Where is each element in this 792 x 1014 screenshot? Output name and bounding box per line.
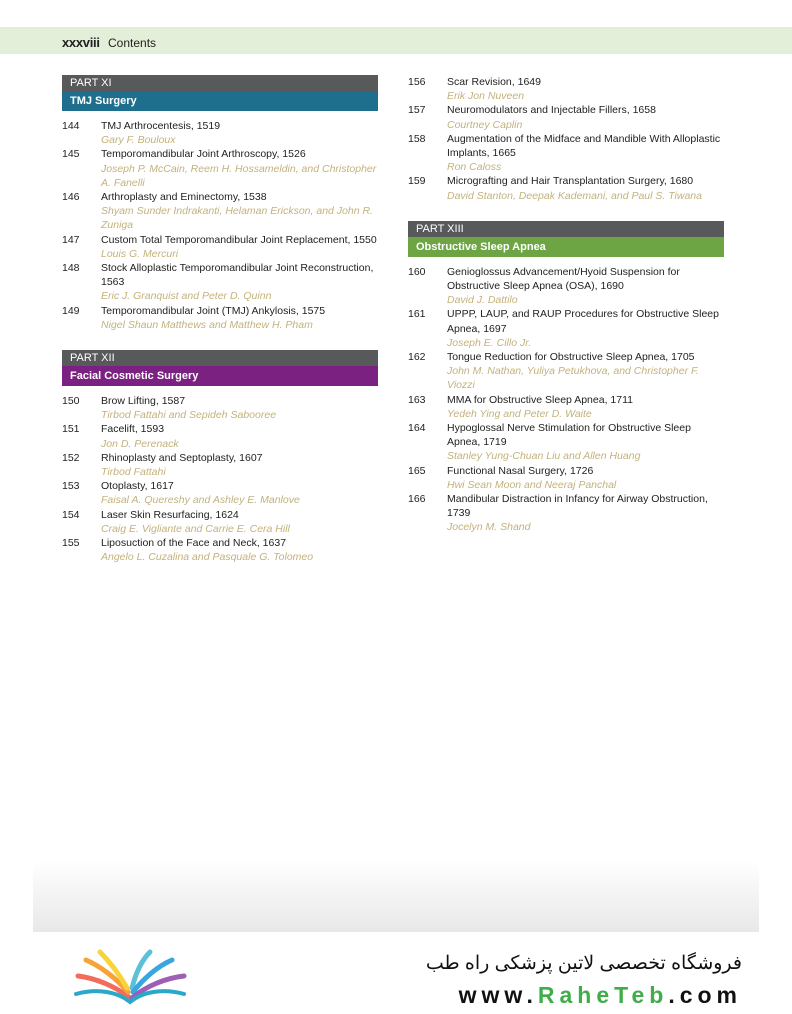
chapter-title: Scar Revision, 1649 (447, 76, 541, 88)
chapter-title: Otoplasty, 1617 (101, 480, 174, 493)
chapter-title: Micrografting and Hair Transplantation Surgery, 1680 (447, 175, 694, 188)
part-title: Obstructive Sleep Apnea (408, 237, 724, 257)
page-number: xxxviii (62, 35, 100, 50)
toc-entry (408, 464, 724, 492)
chapter-number: 157 (408, 104, 426, 117)
chapter-number: 165 (408, 464, 426, 477)
chapter-number: 163 (408, 393, 426, 406)
chapter-number: 151 (62, 423, 80, 436)
chapter-authors: Courtney Caplin (447, 118, 523, 131)
chapter-title: Augmentation of the Midface and Mandible With Alloplastic Implants, 1665 (447, 132, 721, 160)
chapter-title: Arthroplasty and Eminectomy, 1538 (101, 191, 267, 204)
chapter-authors: Jon D. Perenack (101, 437, 179, 450)
url-brand: RaheTeb (537, 982, 669, 1008)
chapter-authors: Joseph P. McCain, Reem H. Hossameldin, and Christopher A. Fanelli (101, 162, 377, 189)
url-suffix: .com (668, 982, 742, 1008)
chapter-number: 164 (408, 422, 426, 435)
chapter-title: Facelift, 1593 (101, 423, 165, 436)
chapter-list (62, 119, 378, 332)
chapter-title: Laser Skin Resurfacing, 1624 (101, 508, 239, 521)
toc-entry (408, 350, 724, 393)
chapter-title: Neuromodulators and Injectable Fillers, 1658 (447, 104, 656, 117)
chapter-authors: David Stanton, Deepak Kademani, and Paul S. Tiwana (447, 189, 702, 202)
part-label: PART XIII (408, 221, 724, 237)
chapter-number: 156 (408, 76, 426, 88)
toc-entry (62, 394, 378, 422)
chapter-authors: Tirbod Fattahi and Sepideh Sabooree (101, 409, 277, 422)
chapter-title: Functional Nasal Surgery, 1726 (447, 464, 594, 477)
chapter-number: 159 (408, 175, 426, 188)
chapter-title: Temporomandibular Joint Arthroscopy, 1526 (101, 148, 306, 161)
chapter-title: Tongue Reduction for Obstructive Sleep Apnea, 1705 (447, 351, 695, 364)
toc-entry (408, 307, 724, 350)
chapter-title: MMA for Obstructive Sleep Apnea, 1711 (447, 393, 633, 406)
toc-entry (408, 174, 724, 202)
toc-entry (62, 479, 378, 507)
chapter-authors: Shyam Sunder Indrakanti, Helaman Erickson, and John R. Zuniga (101, 205, 373, 232)
part-xiii-header (408, 221, 724, 257)
running-head: Contents (108, 36, 157, 50)
toc-entry (62, 451, 378, 479)
toc-entry (62, 233, 378, 261)
toc-entry (62, 536, 378, 564)
chapter-list (62, 394, 378, 564)
url-prefix: www. (458, 982, 538, 1008)
toc-entry (62, 190, 378, 233)
chapter-title: Brow Lifting, 1587 (101, 395, 186, 408)
part-label: PART XII (62, 350, 378, 366)
toc-entry (62, 508, 378, 536)
toc-entry (408, 132, 724, 175)
part-xi-header (62, 75, 378, 111)
toc-entry (62, 422, 378, 450)
chapter-number: 145 (62, 148, 80, 161)
toc-entry (408, 421, 724, 464)
chapter-title: TMJ Arthrocentesis, 1519 (101, 120, 221, 132)
shop-name: فروشگاه تخصصی لاتین پزشکی راه طب (425, 953, 742, 974)
chapter-title: Rhinoplasty and Septoplasty, 1607 (101, 451, 263, 464)
chapter-number: 158 (408, 132, 426, 145)
open-book-logo (70, 948, 190, 1006)
chapter-number: 162 (408, 351, 426, 364)
part-title: Facial Cosmetic Surgery (62, 366, 378, 386)
chapter-authors: Gary F. Bouloux (101, 134, 176, 147)
toc-entry (62, 261, 378, 304)
chapter-number: 149 (62, 304, 80, 317)
chapter-authors: Yedeh Ying and Peter D. Waite (447, 407, 592, 420)
chapter-list (408, 75, 724, 203)
chapter-number: 147 (62, 233, 80, 246)
chapter-authors: Craig E. Vigliante and Carrie E. Cera Hill (101, 522, 290, 535)
chapter-title: Hypoglossal Nerve Stimulation for Obstructive Sleep Apnea, 1719 (447, 422, 691, 449)
chapter-number: 144 (62, 120, 80, 132)
chapter-authors: Louis G. Mercuri (101, 247, 179, 260)
chapter-authors: Nigel Shaun Matthews and Matthew H. Pham (101, 318, 313, 331)
chapter-authors: Stanley Yung-Chuan Liu and Allen Huang (447, 450, 641, 463)
toc-entry (62, 304, 378, 332)
chapter-title: Mandibular Distraction in Infancy for Airway Obstruction, 1739 (447, 493, 708, 520)
chapter-title: Temporomandibular Joint (TMJ) Ankylosis, 1575 (101, 304, 326, 317)
chapter-authors: Ron Caloss (447, 161, 502, 174)
chapter-number: 161 (408, 308, 426, 321)
toc-entry (408, 265, 724, 308)
chapter-number: 154 (62, 508, 80, 521)
toc-entry (62, 119, 378, 147)
part-title: TMJ Surgery (62, 91, 378, 111)
chapter-authors: Erik Jon Nuveen (447, 90, 525, 103)
toc-entry (408, 75, 724, 103)
part-xii-header (62, 350, 378, 386)
chapter-number: 148 (62, 262, 80, 275)
left-column (62, 75, 378, 564)
chapter-number: 146 (62, 191, 80, 204)
chapter-list (408, 265, 724, 535)
chapter-authors: Eric J. Granquist and Peter D. Quinn (101, 290, 272, 303)
chapter-authors: Angelo L. Cuzalina and Pasquale G. Tolomeo (101, 551, 314, 564)
toc-entry (408, 393, 724, 421)
chapter-authors: Tirbod Fattahi (101, 466, 166, 479)
chapter-number: 152 (62, 451, 80, 464)
shop-url[interactable] (420, 982, 742, 1009)
footer-shadow (33, 860, 759, 932)
toc-entry (62, 147, 378, 190)
chapter-title: Stock Alloplastic Temporomandibular Joint Reconstruction, 1563 (101, 262, 374, 289)
chapter-authors: Hwi Sean Moon and Neeraj Panchal (447, 478, 617, 491)
chapter-authors: Faisal A. Quereshy and Ashley E. Manlove (101, 494, 300, 507)
chapter-authors: David J. Dattilo (447, 294, 518, 307)
right-column (408, 75, 724, 535)
chapter-number: 150 (62, 395, 80, 408)
chapter-title: Genioglossus Advancement/Hyoid Suspension for Obstructive Sleep Apnea (OSA), 1690 (447, 265, 680, 293)
part-label: PART XI (62, 75, 378, 91)
chapter-authors: Joseph E. Cillo Jr. (447, 336, 532, 349)
chapter-title: Liposuction of the Face and Neck, 1637 (101, 537, 287, 550)
chapter-number: 160 (408, 265, 426, 278)
chapter-title: Custom Total Temporomandibular Joint Replacement, 1550 (101, 233, 377, 246)
chapter-number: 166 (408, 493, 426, 506)
chapter-authors: Jocelyn M. Shand (447, 521, 531, 534)
toc-entry (408, 103, 724, 131)
chapter-authors: John M. Nathan, Yuliya Petukhova, and Christopher F. Viozzi (447, 365, 699, 392)
chapter-number: 153 (62, 480, 80, 493)
chapter-title: UPPP, LAUP, and RAUP Procedures for Obstructive Sleep Apnea, 1697 (447, 308, 719, 335)
toc-entry (408, 492, 724, 535)
chapter-number: 155 (62, 537, 80, 550)
